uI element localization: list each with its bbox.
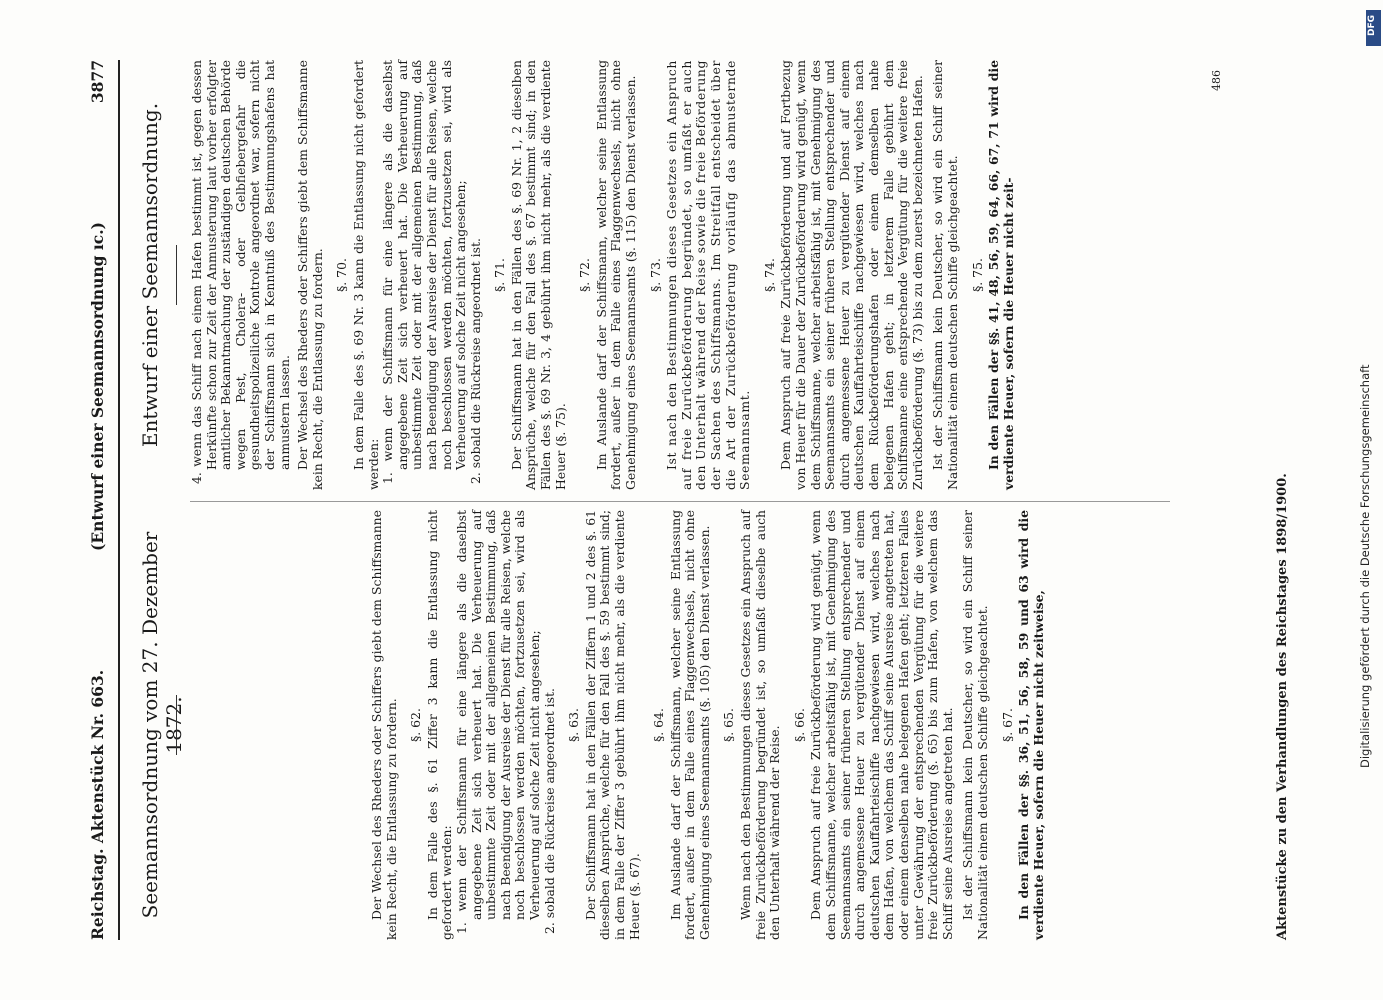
paragraph: Dem Anspruch auf freie Zurückbeförderung wird genügt, wenn dem Schiffsmanne, welcher arbeitsfähig ist, mit Genehmigung des Seemannsamts ein seiner früheren Stellung entsprechender und durch angemessene Heuer zu vergütender Dienst auf einem deutschen Kauffahrteischiffe nachgewiesen wird, welches nach dem Hafen, von welchem das Schiff seine Ausreise angetreten hat, oder einem denselben nahe belegenen Hafen geht; letzteren Falles unter Gewährung der entsprechenden Vergütung für die weitere freie Zurückbeförderung (§. 65) bis zum Hafen, von welchem das Schiff seine Ausreise angetreten hat. xyxy=(808,510,955,940)
signature-mark: 486 xyxy=(1210,70,1223,91)
header-rule xyxy=(118,60,120,940)
section-heading: §. 64. xyxy=(651,708,667,742)
left-title-rule xyxy=(176,695,177,755)
rotated-page-content xyxy=(30,0,1350,1000)
list-item: 2. sobald die Rückreise angeordnet ist. xyxy=(467,238,483,484)
paragraph: Ist der Schiffsmann kein Deutscher, so wird ein Schiff seiner Nationalität einem deutschen Schiffe gleichgeachtet. xyxy=(960,510,990,940)
digitization-credit xyxy=(1358,8,1380,998)
section-heading: §. 72. xyxy=(577,258,593,292)
paragraph: Der Wechsel des Rheders oder Schiffers giebt dem Schiffsmanne kein Recht, die Entlassung zu fordern. xyxy=(295,60,325,490)
paragraph: In den Fällen der §§. 36, 51, 56, 58, 59 und 63 wird die verdiente Heuer, sofern die Heuer nicht zeitweise, xyxy=(1016,510,1046,940)
list-item: 2. sobald die Rückreise angeordnet ist. xyxy=(541,688,557,934)
section-heading: §. 74. xyxy=(761,258,777,292)
running-head xyxy=(88,60,107,940)
list-item: 4. wenn das Schiff nach einem Hafen bestimmt ist, gegen dessen Herkünfte schon zur Zeit der Anmusterung laut vorher erfolgter amtlicher Bekanntmachung der zuständigen deutschen Behörde wegen Pest, Cholera- oder Gelbfiebergefahr die gesundheitspolizeiliche Kontrole angeordnet war, sofern nicht der Schiffsmann sich in Kenntniß des Bestimmungshafens hat anmustern lassen. xyxy=(189,60,292,484)
right-column xyxy=(190,60,1016,490)
section-heading: §. 66. xyxy=(791,708,807,742)
paragraph: In dem Falle des §. 69 Nr. 3 kann die Entlassung nicht gefordert werden: xyxy=(350,60,381,490)
paragraph: Der Schiffsmann hat in den Fällen des §. 69 Nr. 1, 2 dieselben Ansprüche, welche für den Fall des §. 67 bestimmt sind; in den Fällen des §. 69 Nr. 3, 4 gebührt ihm nicht mehr, als die verdiente Heuer (§. 75). xyxy=(508,60,568,490)
left-column-spacer xyxy=(190,510,370,940)
section-heading: §. 70. xyxy=(334,258,350,292)
right-title-rule xyxy=(176,245,177,305)
footer-line: Aktenstücke zu den Verhandlungen des Reichstages 1898/1900. xyxy=(1275,473,1290,940)
paragraph: Ist nach den Bestimmungen dieses Gesetzes ein Anspruch auf freie Zurückbeförderung begründet, so umfaßt er auch den Unterhalt während der Reise sowie die freie Beförderung der Sachen des Schiffsmanns. Im Streitfall entscheidet über die Art der Zurückbeförderung vorläufig das abmusternde Seemannsamt. xyxy=(664,60,753,490)
section-heading: §. 73. xyxy=(647,258,663,292)
paragraph: Ist der Schiffsmann kein Deutscher, so wird ein Schiff seiner Nationalität einem deutschen Schiffe gleichgeachtet. xyxy=(930,60,960,490)
paragraph: Wenn nach den Bestimmungen dieses Gesetzes ein Anspruch auf freie Zurückbeförderung begründet ist, so umfaßt dieselbe auch den Unterhalt während der Reise. xyxy=(738,510,783,940)
column-divider xyxy=(190,501,1170,502)
paragraph: In dem Falle des §. 61 Ziffer 3 kann die Entlassung nicht gefordert werden: xyxy=(424,510,455,940)
section-heading: §. 71. xyxy=(492,258,508,292)
dfg-logo-text: DFG xyxy=(1367,14,1377,36)
paragraph: Im Auslande darf der Schiffsmann, welcher seine Entlassung fordert, außer in dem Falle eines Flaggenwechsels, nicht ohne Genehmigung eines Seemannsamts (§. 115) den Dienst verlassen. xyxy=(593,60,639,490)
section-heading: §. 65. xyxy=(721,708,737,742)
left-column xyxy=(190,510,1046,940)
section-heading: §. 75. xyxy=(969,258,985,292)
paragraph: Der Schiffsmann hat in den Fällen der Ziffern 1 und 2 des §. 61 dieselben Ansprüche, welche für den Fall des §. 59 bestimmt sind; in dem Falle der Ziffer 3 gebührt ihm nicht mehr, als die verdiente Heuer (§. 67). xyxy=(582,510,642,940)
list-item: 1. wenn der Schiffsmann für eine längere als die daselbst angegebene Zeit sich verheuert hat. Die Verheuerung auf unbestimmte Zeit oder mit der allgemeinen Bestimmung, daß nach Beendigung der Ausreise der Dienst für alle Reisen, welche noch beschlossen werden möchten, fortzusetzen sei, wird als Verheuerung auf solche Zeit nicht angesehen; xyxy=(453,510,542,934)
section-heading: §. 62. xyxy=(408,708,424,742)
section-heading: §. 67. xyxy=(999,708,1015,742)
right-column-title: Entwurf einer Seemannsordnung. xyxy=(138,102,162,448)
running-head-center: (Entwurf einer Seemannsordnung ıc.) xyxy=(88,222,107,551)
credit-text: Digitalisierung gefördert durch die Deutsche Forschungsgemeinschaft xyxy=(1358,364,1372,768)
section-heading: §. 63. xyxy=(566,708,582,742)
paragraph: Dem Anspruch auf freie Zurückbeförderung und auf Fortbezug von Heuer für die Dauer der Zurückbeförderung wird genügt, wenn dem Schiffsmanne, welcher arbeitsfähig ist, mit Genehmigung des Seemannsamts ein seiner früheren Stellung entsprechender und durch angemessene Heuer zu vergütender Dienst auf einem deutschen Kauffahrteischiffe nachgewiesen wird, welches nach dem Rückbeförderungshafen oder einem demselben nahe belegenen Hafen geht; in letzterem Falle gebührt dem Schiffsmanne eine entsprechende Vergütung für die weitere freie Zurückbeförderung (§. 73) bis zu dem zuerst bezeichneten Hafen. xyxy=(778,60,925,490)
running-head-left: Reichstag. Aktenstück Nr. 663. xyxy=(88,669,107,940)
left-column-title: Seemannsordnung vom 27. Dezember 1872. xyxy=(138,531,186,919)
paragraph: In den Fällen der §§. 41, 48, 56, 59, 64, 66, 67, 71 wird die verdiente Heuer, sofern die Heuer nicht zeit- xyxy=(986,60,1016,490)
paragraph: Der Wechsel des Rheders oder Schiffers giebt dem Schiffsmanne kein Recht, die Entlassung zu fordern. xyxy=(369,510,399,940)
list-item: 1. wenn der Schiffsmann für eine längere als die daselbst angegebene Zeit sich verheuert hat. Die Verheuerung auf unbestimmte Zeit oder mit der allgemeinen Bestimmung, daß nach Beendigung der Ausreise der Dienst für alle Reisen, welche noch beschlossen werden möchten, fortzusetzen sei, wird als Verheuerung auf solche Zeit nicht angesehen; xyxy=(380,60,469,484)
dfg-logo xyxy=(1366,10,1381,46)
paragraph: Im Auslande darf der Schiffsmann, welcher seine Entlassung fordert, außer in dem Falle eines Flaggenwechsels, nicht ohne Genehmigung eines Seemannsamts (§. 105) den Dienst verlassen. xyxy=(667,510,712,940)
page-number: 3877 xyxy=(88,60,107,104)
